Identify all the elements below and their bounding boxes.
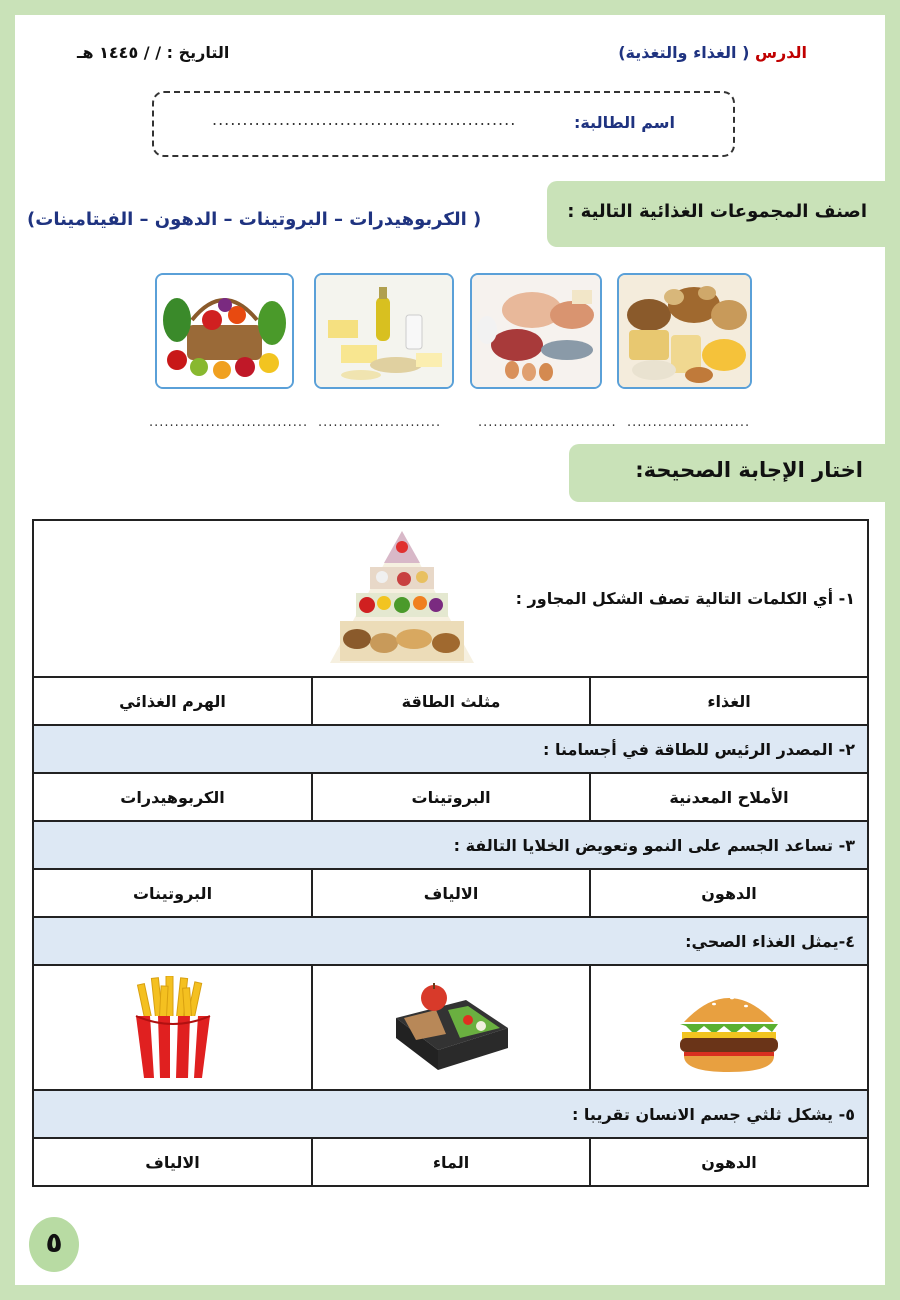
question-3-text: ٣- تساعد الجسم على النمو وتعويض الخلايا التالفة : <box>33 821 868 869</box>
page-number: ٥ <box>29 1217 79 1272</box>
question-4-text: ٤-يمثل الغذاء الصحي: <box>33 917 868 965</box>
classify-instruction: اصنف المجموعات الغذائية التالية : <box>547 181 885 247</box>
fats-photo <box>314 273 454 389</box>
student-name-label: اسم الطالبة: <box>573 113 675 132</box>
q4-option-fries[interactable] <box>33 965 312 1090</box>
answer-blank-4[interactable]: ............................... <box>149 415 309 430</box>
answer-row <box>33 1138 868 1186</box>
question-row <box>33 725 868 773</box>
question-row <box>33 917 868 965</box>
student-name-box <box>152 91 735 157</box>
q5-option-1[interactable]: الدهون <box>590 1138 868 1186</box>
choose-answer-instruction: اختار الإجابة الصحيحة: <box>569 444 885 502</box>
q2-option-3[interactable]: الكربوهيدرات <box>33 773 312 821</box>
q2-option-2[interactable]: البروتينات <box>312 773 590 821</box>
q4-option-salad-box[interactable] <box>312 965 590 1090</box>
proteins-photo <box>470 273 602 389</box>
answer-row <box>33 677 868 725</box>
q5-option-2[interactable]: الماء <box>312 1138 590 1186</box>
answer-blank-1[interactable]: ........................ <box>627 415 751 430</box>
q4-option-burger[interactable] <box>590 965 868 1090</box>
answer-blank-3[interactable]: ........................ <box>318 415 442 430</box>
salad-lunchbox-icon <box>386 978 516 1078</box>
q1-option-1[interactable]: الغذاء <box>590 677 868 725</box>
food-groups-list: ( الكربوهيدرات – البروتينات – الدهون – الفيتامينات) <box>27 209 482 230</box>
answer-row <box>33 965 868 1090</box>
french-fries-icon <box>128 976 218 1080</box>
q5-option-3[interactable]: الالياف <box>33 1138 312 1186</box>
quiz-table <box>32 519 869 1187</box>
lesson-label: الدرس <box>754 43 807 62</box>
q1-option-3[interactable]: الهرم الغذائي <box>33 677 312 725</box>
worksheet-page <box>15 15 885 1285</box>
question-1-text: ١- أي الكلمات التالية تصف الشكل المجاور : <box>515 589 856 608</box>
fruits-vegetables-photo <box>155 273 294 389</box>
question-row <box>33 520 868 677</box>
q1-option-2[interactable]: مثلث الطاقة <box>312 677 590 725</box>
question-row <box>33 1090 868 1138</box>
q3-option-3[interactable]: البروتينات <box>33 869 312 917</box>
answer-blank-2[interactable]: ........................... <box>478 415 617 430</box>
answer-row <box>33 869 868 917</box>
answer-row <box>33 773 868 821</box>
lesson-name: ( الغذاء والتغذية) <box>618 43 750 62</box>
q3-option-2[interactable]: الالياف <box>312 869 590 917</box>
burger-icon <box>674 980 784 1076</box>
question-2-text: ٢- المصدر الرئيس للطاقة في أجسامنا : <box>33 725 868 773</box>
q2-option-1[interactable]: الأملاح المعدنية <box>590 773 868 821</box>
q3-option-1[interactable]: الدهون <box>590 869 868 917</box>
date-line: التاريخ : / / ١٤٤٥ هـ <box>77 43 230 62</box>
student-name-field[interactable]: .................................................. <box>212 110 517 129</box>
lesson-title <box>618 43 807 62</box>
food-pyramid-image <box>322 527 482 669</box>
question-5-text: ٥- يشكل ثلثي جسم الانسان تقريبا : <box>33 1090 868 1138</box>
question-row <box>33 821 868 869</box>
carbohydrates-photo <box>617 273 752 389</box>
